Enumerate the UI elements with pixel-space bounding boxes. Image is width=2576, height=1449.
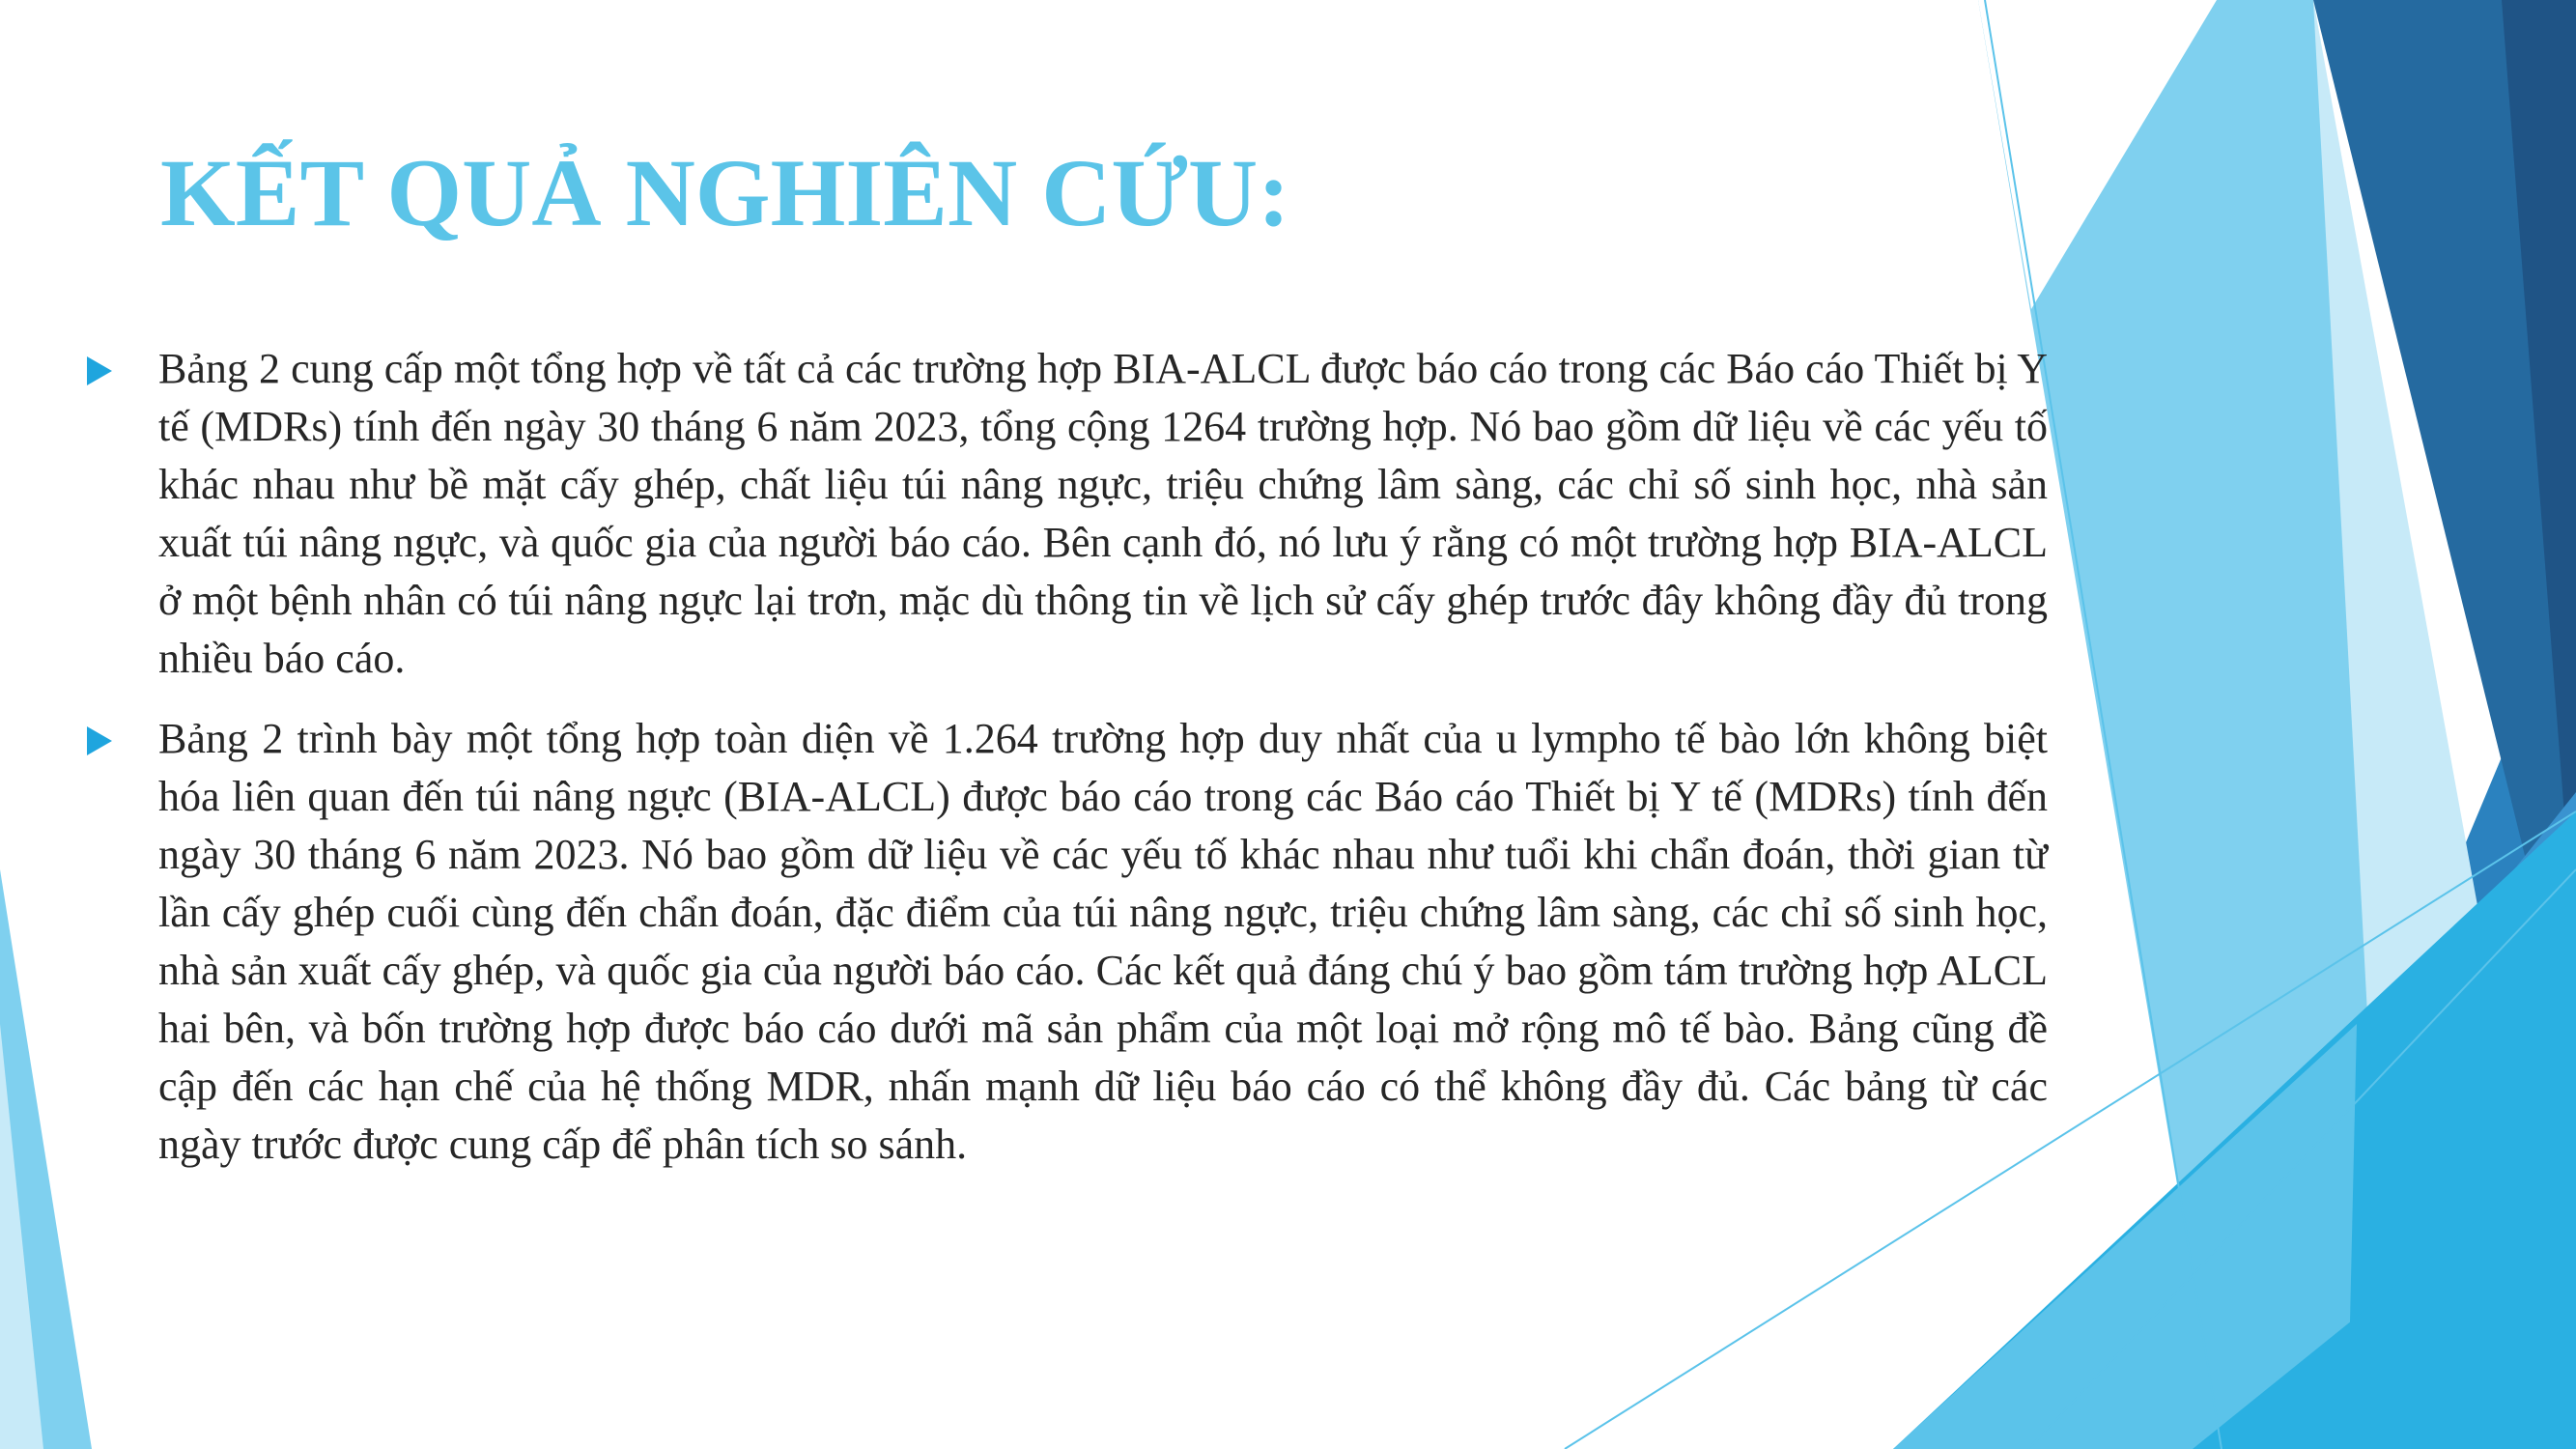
- bullet-text: Bảng 2 cung cấp một tổng hợp về tất cả các trường hợp BIA-ALCL được báo cáo trong các Báo cáo Thiết bị Y tế (MDRs) tính đến ngày 30 tháng 6 năm 2023, tổng cộng 1264 trường hợp. Nó bao gồm dữ liệu về các yếu tố khác nhau như bề mặt cấy ghép, chất liệu túi nâng ngực, triệu chứng lâm sàng, các chỉ số sinh học, nhà sản xuất túi nâng ngực, và quốc gia của người báo cáo. Bên cạnh đó, nó lưu ý rằng có một trường hợp BIA-ALCL ở một bệnh nhân có túi nâng ngực lại trơn, mặc dù thông tin về lịch sử cấy ghép trước đây không đầy đủ trong nhiều báo cáo.: [158, 345, 2048, 682]
- bullet-text: Bảng 2 trình bày một tổng hợp toàn diện về 1.264 trường hợp duy nhất của u lympho tế bào lớn không biệt hóa liên quan đến túi nâng ngực (BIA-ALCL) được báo cáo trong các Báo cáo Thiết bị Y tế (MDRs) tính đến ngày 30 tháng 6 năm 2023. Nó bao gồm dữ liệu về các yếu tố khác nhau như tuổi khi chẩn đoán, thời gian từ lần cấy ghép cuối cùng đến chẩn đoán, đặc điểm của túi nâng ngực, triệu chứng lâm sàng, các chỉ số sinh học, nhà sản xuất cấy ghép, và quốc gia của người báo cáo. Các kết quả đáng chú ý bao gồm tám trường hợp ALCL hai bên, và bốn trường hợp được báo cáo dưới mã sản phẩm của một loại mở rộng mô tế bào. Bảng cũng đề cập đến các hạn chế của hệ thống MDR, nhấn mạnh dữ liệu báo cáo có thể không đầy đủ. Các bảng từ các ngày trước được cung cấp để phân tích so sánh.: [158, 715, 2048, 1168]
- bullet-item: [87, 340, 2048, 688]
- triangle-bullet-icon: [87, 726, 112, 755]
- slide-title: KẾT QUẢ NGHIÊN CỨU:: [160, 139, 1290, 246]
- bullet-item: [87, 710, 2048, 1174]
- triangle-bullet-icon: [87, 356, 112, 385]
- bullet-list: [87, 340, 2048, 1196]
